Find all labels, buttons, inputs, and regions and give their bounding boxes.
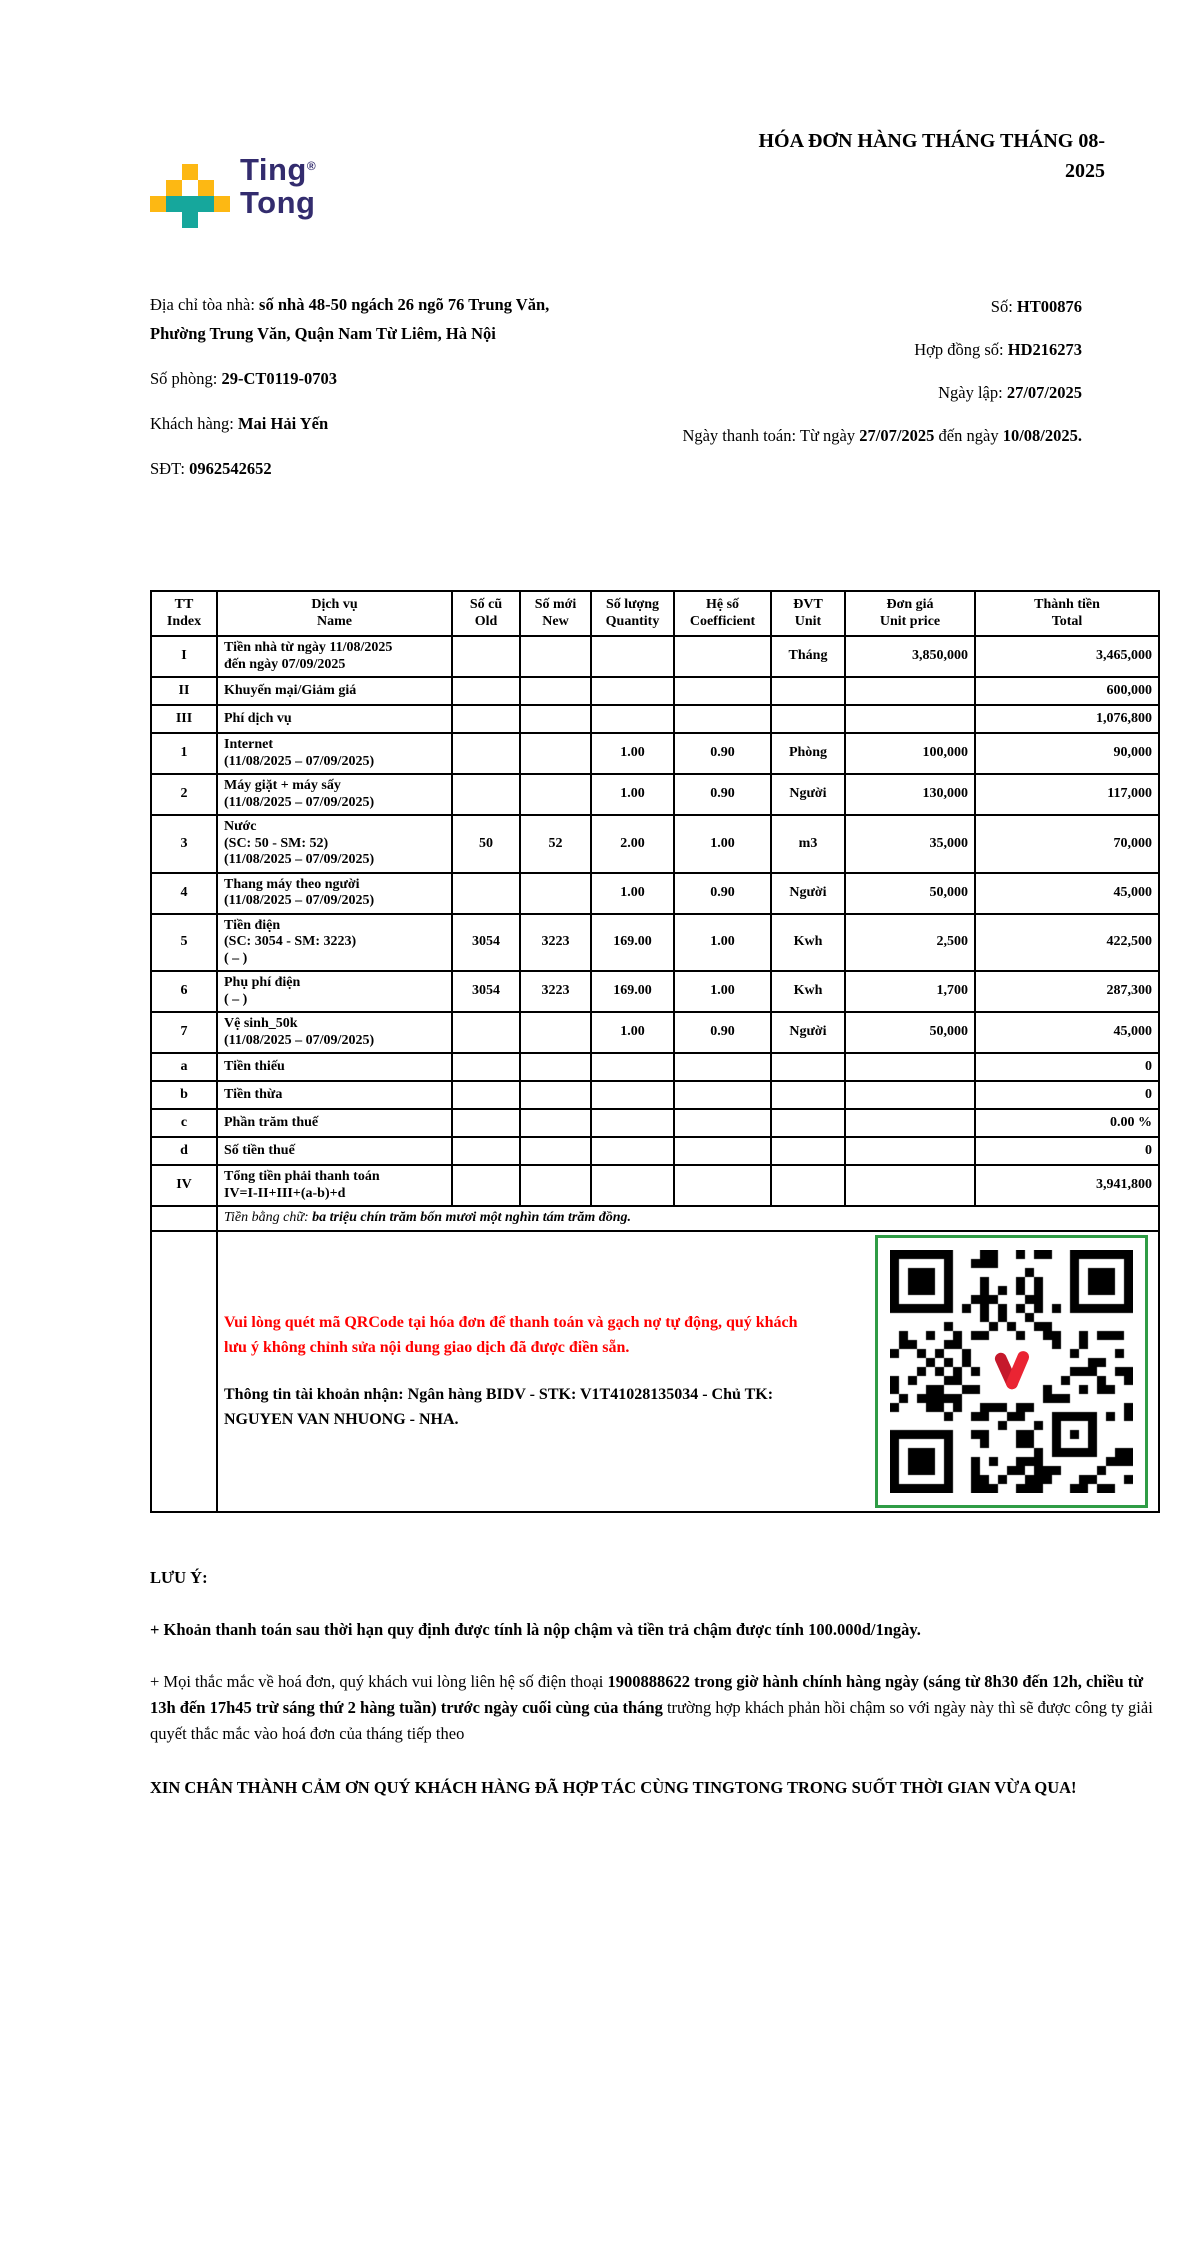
col-header-new: Số mới New [520, 591, 591, 636]
invoice-title-line1: HÓA ĐƠN HÀNG THÁNG THÁNG 08- [758, 130, 1105, 152]
cell-old [452, 1137, 520, 1165]
cell-index: II [151, 677, 217, 705]
cell-coefficient [674, 1053, 771, 1081]
cell-total: 117,000 [975, 774, 1159, 815]
cell-coefficient: 0.90 [674, 1012, 771, 1053]
cell-index: III [151, 705, 217, 733]
cell-quantity [591, 1165, 674, 1206]
cell-coefficient [674, 1165, 771, 1206]
cell-total: 0 [975, 1081, 1159, 1109]
table-row [151, 774, 1159, 815]
cell-total: 287,300 [975, 971, 1159, 1012]
cell-unit: Người [771, 1012, 845, 1053]
cell-old: 3054 [452, 971, 520, 1012]
cell-unit [771, 1109, 845, 1137]
cell-unit-price: 100,000 [845, 733, 975, 774]
bank-account-info: Thông tin tài khoản nhận: Ngân hàng BIDV - STK: V1T41028135034 - Chủ TK: NGUYEN VAN NHUONG - NHA. [224, 1386, 774, 1428]
cell-quantity [591, 636, 674, 677]
col-header-total: Thành tiền Total [975, 591, 1159, 636]
cell-service-name: Internet (11/08/2025 – 07/09/2025) [217, 733, 452, 774]
amount-in-words [217, 1206, 1159, 1231]
cell-quantity [591, 1053, 674, 1081]
amount-words-label: Tiền bằng chữ: [224, 1210, 313, 1225]
cell-index-empty [151, 1231, 217, 1512]
cell-index: 5 [151, 914, 217, 972]
cell-index: 1 [151, 733, 217, 774]
cell-coefficient [674, 705, 771, 733]
cell-old [452, 705, 520, 733]
cell-total: 0.00 % [975, 1109, 1159, 1137]
cell-quantity [591, 1081, 674, 1109]
cell-index: 2 [151, 774, 217, 815]
cell-old [452, 873, 520, 914]
cell-service-name: Vệ sinh_50k (11/08/2025 – 07/09/2025) [217, 1012, 452, 1053]
table-row [151, 1012, 1159, 1053]
cell-coefficient: 1.00 [674, 971, 771, 1012]
cell-total: 45,000 [975, 1012, 1159, 1053]
cell-service-name: Tiền thiếu [217, 1053, 452, 1081]
cell-coefficient: 0.90 [674, 774, 771, 815]
customer-name: Khách hàng: Mai Hải Yến [150, 414, 329, 433]
qr-payment-cell [217, 1231, 1159, 1512]
registered-mark: ® [306, 159, 317, 173]
thank-you-note: XIN CHÂN THÀNH CẢM ƠN QUÝ KHÁCH HÀNG ĐÃ HỢP TÁC CÙNG TINGTONG TRONG SUỐT THỜI GIAN VỪA QUA! [150, 1777, 1077, 1797]
invoice-table [150, 590, 1160, 1513]
cell-new [520, 677, 591, 705]
cell-unit-price: 3,850,000 [845, 636, 975, 677]
cell-quantity: 1.00 [591, 1012, 674, 1053]
cell-unit [771, 1081, 845, 1109]
table-row [151, 1137, 1159, 1165]
customer-info [150, 290, 690, 499]
hotline-note: + Mọi thắc mắc về hoá đơn, quý khách vui lòng liên hệ số điện thoại 1900888622 trong giờ hành chính hàng ngày (sáng từ 8h30 đến 12h, chiều từ 13h đến 17h45 trừ sáng thứ 2 hàng tuần) trước ngày cuối cùng của tháng trường hợp khách phản hồi chậm so với ngày này thì sẽ được công ty giải quyết thắc mắc vào hoá đơn của tháng tiếp theo [150, 1671, 1153, 1743]
cell-service-name: Thang máy theo người (11/08/2025 – 07/09/2025) [217, 873, 452, 914]
cell-service-name: Phần trăm thuế [217, 1109, 452, 1137]
cell-unit-price [845, 1109, 975, 1137]
cell-index: a [151, 1053, 217, 1081]
cell-quantity [591, 1137, 674, 1165]
table-row [151, 636, 1159, 677]
cell-index: I [151, 636, 217, 677]
col-header-unit-price: Đơn giá Unit price [845, 591, 975, 636]
cell-unit: Phòng [771, 733, 845, 774]
amount-in-words-row [151, 1206, 1159, 1231]
cell-new [520, 1081, 591, 1109]
cell-unit-price [845, 1137, 975, 1165]
cell-coefficient [674, 636, 771, 677]
cell-coefficient [674, 1109, 771, 1137]
cell-service-name: Tiền nhà từ ngày 11/08/2025 đến ngày 07/09/2025 [217, 636, 452, 677]
cell-old [452, 1012, 520, 1053]
cell-unit-price: 50,000 [845, 873, 975, 914]
cell-service-name: Tiền điện (SC: 3054 - SM: 3223) ( – ) [217, 914, 452, 972]
col-header-index: TT Index [151, 591, 217, 636]
cell-total: 600,000 [975, 677, 1159, 705]
cell-quantity: 1.00 [591, 873, 674, 914]
brand-word1: Ting [240, 152, 307, 187]
cell-unit: Tháng [771, 636, 845, 677]
cell-old [452, 733, 520, 774]
cell-old: 3054 [452, 914, 520, 972]
cell-coefficient: 1.00 [674, 914, 771, 972]
cell-old [452, 1109, 520, 1137]
cell-service-name: Nước (SC: 50 - SM: 52) (11/08/2025 – 07/09/2025) [217, 815, 452, 873]
invoice-title [545, 126, 1105, 186]
cell-coefficient [674, 1137, 771, 1165]
cell-new [520, 733, 591, 774]
cell-index: IV [151, 1165, 217, 1206]
cell-quantity: 169.00 [591, 914, 674, 972]
cell-old [452, 1165, 520, 1206]
cell-new [520, 1053, 591, 1081]
cell-coefficient [674, 677, 771, 705]
table-row [151, 1109, 1159, 1137]
cell-unit: Người [771, 873, 845, 914]
cell-total: 70,000 [975, 815, 1159, 873]
cell-total: 3,941,800 [975, 1165, 1159, 1206]
cell-coefficient: 0.90 [674, 733, 771, 774]
cell-total: 45,000 [975, 873, 1159, 914]
cell-old [452, 677, 520, 705]
cell-quantity: 1.00 [591, 774, 674, 815]
cell-unit-price [845, 1081, 975, 1109]
cell-index: 6 [151, 971, 217, 1012]
table-row [151, 677, 1159, 705]
qr-payment-row [151, 1231, 1159, 1512]
col-header-name: Dịch vụ Name [217, 591, 452, 636]
cell-service-name: Tổng tiền phải thanh toán IV=I-II+III+(a-b)+d [217, 1165, 452, 1206]
cell-index: c [151, 1109, 217, 1137]
cell-unit-price: 1,700 [845, 971, 975, 1012]
cell-unit-price: 2,500 [845, 914, 975, 972]
col-header-coefficient: Hệ số Coefficient [674, 591, 771, 636]
cell-unit-price [845, 677, 975, 705]
cell-unit-price: 130,000 [845, 774, 975, 815]
payment-qr-code [875, 1235, 1148, 1508]
cell-unit: Kwh [771, 914, 845, 972]
cell-unit-price [845, 705, 975, 733]
cell-unit: Kwh [771, 971, 845, 1012]
cell-old [452, 1053, 520, 1081]
cell-unit-price [845, 1053, 975, 1081]
col-header-old: Số cũ Old [452, 591, 520, 636]
cell-old [452, 1081, 520, 1109]
tingtong-logo [150, 150, 316, 228]
table-row [151, 1081, 1159, 1109]
cell-unit: m3 [771, 815, 845, 873]
cell-coefficient: 0.90 [674, 873, 771, 914]
payment-period: Ngày thanh toán: Từ ngày 27/07/2025 đến ngày 10/08/2025. [682, 426, 1082, 445]
cell-service-name: Số tiền thuế [217, 1137, 452, 1165]
invoice-title-line2: 2025 [1065, 160, 1105, 182]
payment-instructions [224, 1310, 824, 1432]
cell-service-name: Phí dịch vụ [217, 705, 452, 733]
table-row-grand-total [151, 1165, 1159, 1206]
cell-new [520, 1137, 591, 1165]
cell-index: 7 [151, 1012, 217, 1053]
cell-unit-price [845, 1165, 975, 1206]
cell-new [520, 873, 591, 914]
cell-new [520, 636, 591, 677]
qr-center-v-logo [984, 1343, 1040, 1399]
footer-notes [150, 1565, 1160, 1802]
cell-unit-price: 50,000 [845, 1012, 975, 1053]
cell-index: 3 [151, 815, 217, 873]
tingtong-wordmark [240, 150, 316, 219]
brand-word2: Tong [240, 185, 316, 220]
notes-heading: LƯU Ý: [150, 1567, 208, 1587]
cell-old [452, 636, 520, 677]
table-row [151, 914, 1159, 972]
cell-new: 3223 [520, 914, 591, 972]
issue-date: Ngày lập: 27/07/2025 [938, 383, 1082, 402]
cell-unit [771, 677, 845, 705]
amount-words-value: ba triệu chín trăm bốn mươi một nghìn tám trăm đồng. [312, 1210, 632, 1225]
table-row [151, 971, 1159, 1012]
cell-quantity: 2.00 [591, 815, 674, 873]
cell-unit [771, 1137, 845, 1165]
col-header-quantity: Số lượng Quantity [591, 591, 674, 636]
cell-old: 50 [452, 815, 520, 873]
room-number: Số phòng: 29-CT0119-0703 [150, 369, 338, 388]
table-row [151, 705, 1159, 733]
cell-quantity [591, 677, 674, 705]
cell-service-name: Khuyến mại/Giảm giá [217, 677, 452, 705]
cell-index: d [151, 1137, 217, 1165]
contract-number: Hợp đồng số: HD216273 [914, 340, 1082, 359]
table-row [151, 873, 1159, 914]
table-row [151, 1053, 1159, 1081]
cell-total: 3,465,000 [975, 636, 1159, 677]
cell-index: b [151, 1081, 217, 1109]
col-header-unit: ĐVT Unit [771, 591, 845, 636]
cell-new [520, 1012, 591, 1053]
cell-service-name: Tiền thừa [217, 1081, 452, 1109]
cell-old [452, 774, 520, 815]
cell-new [520, 705, 591, 733]
late-payment-note: + Khoản thanh toán sau thời hạn quy định được tính là nộp chậm và tiền trả chậm được tính 100.000d/1ngày. [150, 1619, 921, 1639]
cell-service-name: Máy giặt + máy sấy (11/08/2025 – 07/09/2025) [217, 774, 452, 815]
cell-unit [771, 705, 845, 733]
cell-unit: Người [771, 774, 845, 815]
cell-service-name: Phụ phí điện ( – ) [217, 971, 452, 1012]
cell-total: 1,076,800 [975, 705, 1159, 733]
cell-index: 4 [151, 873, 217, 914]
cell-new: 3223 [520, 971, 591, 1012]
cell-index-empty [151, 1206, 217, 1231]
table-header-row [151, 591, 1159, 636]
cell-unit [771, 1053, 845, 1081]
cell-new [520, 1109, 591, 1137]
table-row [151, 815, 1159, 873]
cell-new: 52 [520, 815, 591, 873]
cell-new [520, 774, 591, 815]
qr-warning-note: Vui lòng quét mã QRCode tại hóa đơn để thanh toán và gạch nợ tự động, quý khách lưu ý không chỉnh sửa nội dung giao dịch đã được điền sẵn. [224, 1314, 798, 1356]
cell-quantity [591, 1109, 674, 1137]
cell-total: 0 [975, 1053, 1159, 1081]
cell-coefficient [674, 1081, 771, 1109]
table-row [151, 733, 1159, 774]
cell-unit-price: 35,000 [845, 815, 975, 873]
cell-total: 90,000 [975, 733, 1159, 774]
cell-coefficient: 1.00 [674, 815, 771, 873]
cell-quantity: 169.00 [591, 971, 674, 1012]
invoice-number: Số: HT00876 [990, 297, 1082, 316]
customer-phone: SĐT: 0962542652 [150, 459, 272, 478]
tingtong-logo-icon [150, 164, 230, 228]
invoice-meta [612, 292, 1082, 464]
cell-total: 0 [975, 1137, 1159, 1165]
cell-new [520, 1165, 591, 1206]
cell-quantity: 1.00 [591, 733, 674, 774]
invoice-table-section [150, 590, 1158, 1828]
cell-quantity [591, 705, 674, 733]
building-address: Địa chỉ tòa nhà: số nhà 48-50 ngách 26 ngõ 76 Trung Văn, Phường Trung Văn, Quận Nam Từ Liêm, Hà Nội [150, 295, 550, 343]
cell-unit [771, 1165, 845, 1206]
cell-total: 422,500 [975, 914, 1159, 972]
